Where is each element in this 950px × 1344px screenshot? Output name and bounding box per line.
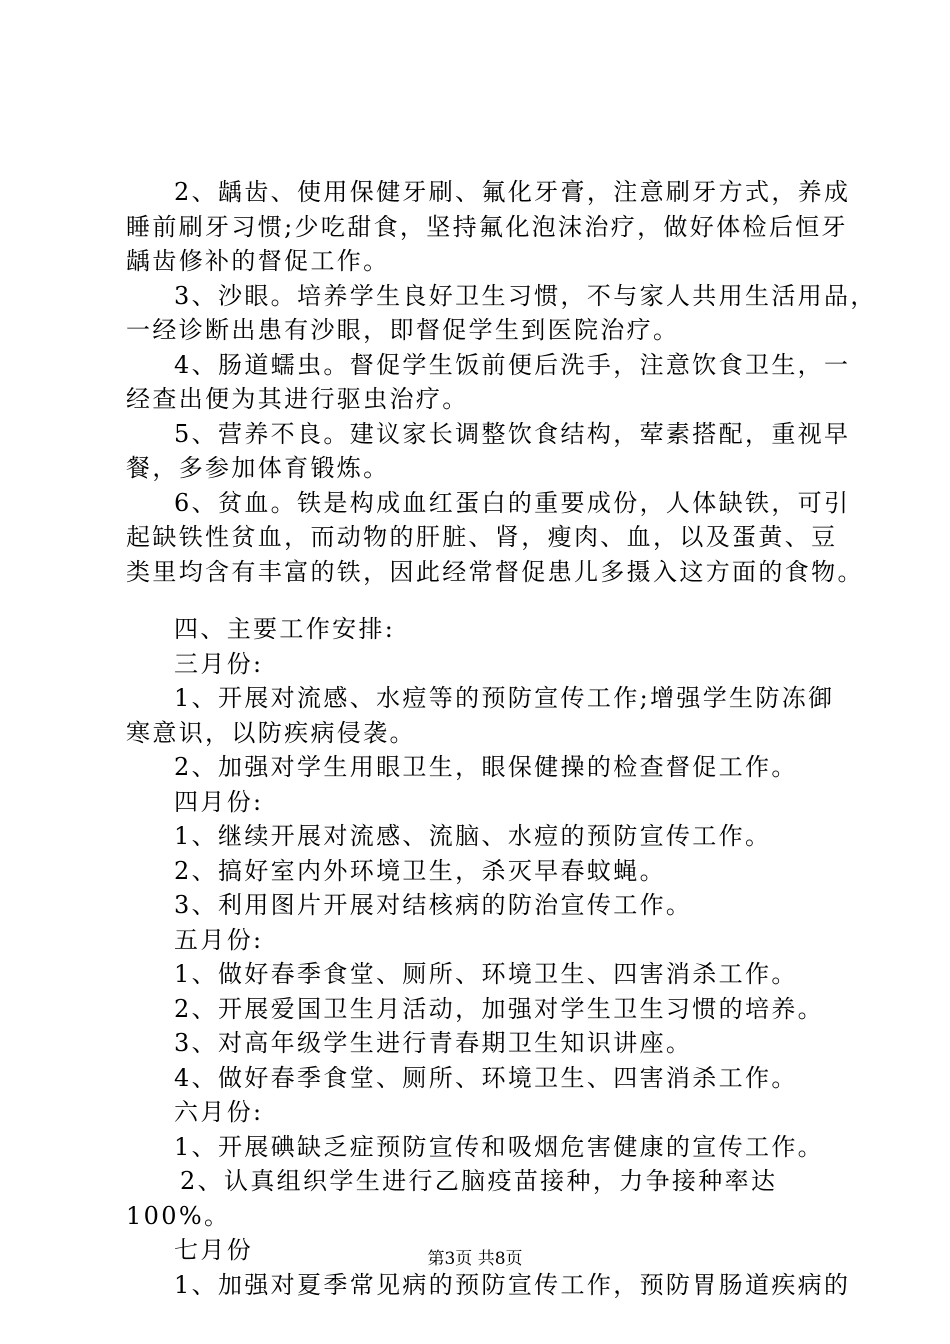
- text-line: 100%。: [126, 1201, 231, 1230]
- text-line: 1、继续开展对流感、流脑、水痘的预防宣传工作。: [174, 822, 772, 850]
- text-line: 2、开展爱国卫生月活动，加强对学生卫生习惯的培养。: [174, 994, 825, 1023]
- month-heading: 六月份:: [174, 1098, 264, 1126]
- text-line: 1、加强对夏季常见病的预防宣传工作，预防胃肠道疾病的: [174, 1270, 851, 1299]
- text-line: 3、沙眼。培养学生良好卫生习惯，不与家人共用生活用品，: [174, 281, 877, 310]
- text-line: 5、营养不良。建议家长调整饮食结构，荤素搭配，重视早: [174, 419, 851, 448]
- document-body: [126, 175, 877, 1302]
- text-line: 4、肠道蠕虫。督促学生饭前便后洗手，注意饮食卫生，一: [174, 350, 851, 379]
- month-heading: 三月份:: [174, 649, 264, 678]
- text-line: 一经诊断出患有沙眼，即督促学生到医院治疗。: [126, 316, 680, 344]
- text-line: 龋齿修补的督促工作。: [126, 247, 390, 275]
- text-line: 类里均含有丰富的铁，因此经常督促患儿多摄入这方面的食物。: [126, 557, 864, 586]
- text-line: 1、开展碘缺乏症预防宣传和吸烟危害健康的宣传工作。: [174, 1132, 825, 1161]
- text-line: 4、做好春季食堂、厕所、环境卫生、四害消杀工作。: [174, 1063, 798, 1092]
- text-line: 睡前刷牙习惯;少吃甜食，坚持氟化泡沫治疗，做好体检后恒牙: [126, 212, 848, 241]
- text-line: 2、龋齿、使用保健牙刷、氟化牙膏，注意刷牙方式，养成: [174, 178, 851, 206]
- text-line: 餐，多参加体育锻炼。: [126, 454, 390, 482]
- text-line: 3、利用图片开展对结核病的防治宣传工作。: [174, 891, 693, 919]
- paragraph-gap: [126, 589, 836, 612]
- month-heading: 七月份: [174, 1236, 254, 1264]
- month-heading: 四月份:: [174, 787, 264, 816]
- text-line: 寒意识，以防疾病侵袭。: [126, 718, 416, 747]
- text-line: 2、加强对学生用眼卫生，眼保健操的检查督促工作。: [174, 753, 798, 781]
- text-line: 起缺铁性贫血，而动物的肝脏、肾，瘦肉、血，以及蛋黄、豆: [126, 523, 838, 551]
- text-line: 1、开展对流感、水痘等的预防宣传工作;增强学生防冻御: [174, 684, 835, 712]
- text-line: 1、做好春季食堂、厕所、环境卫生、四害消杀工作。: [174, 960, 798, 988]
- month-heading: 五月份:: [174, 925, 264, 954]
- section-heading: 四、主要工作安排:: [174, 615, 396, 643]
- text-line: 2、搞好室内外环境卫生，杀灭早春蚊蝇。: [174, 856, 666, 885]
- text-line: 经查出便为其进行驱虫治疗。: [126, 385, 469, 413]
- text-line: 6、贫血。铁是构成血红蛋白的重要成份，人体缺铁，可引: [174, 488, 851, 517]
- text-line: 2、认真组织学生进行乙脑疫苗接种，力争接种率达: [180, 1167, 778, 1195]
- text-line: 3、对高年级学生进行青春期卫生知识讲座。: [174, 1029, 693, 1057]
- page-number-footer: 第3页 共8页: [427, 1249, 523, 1269]
